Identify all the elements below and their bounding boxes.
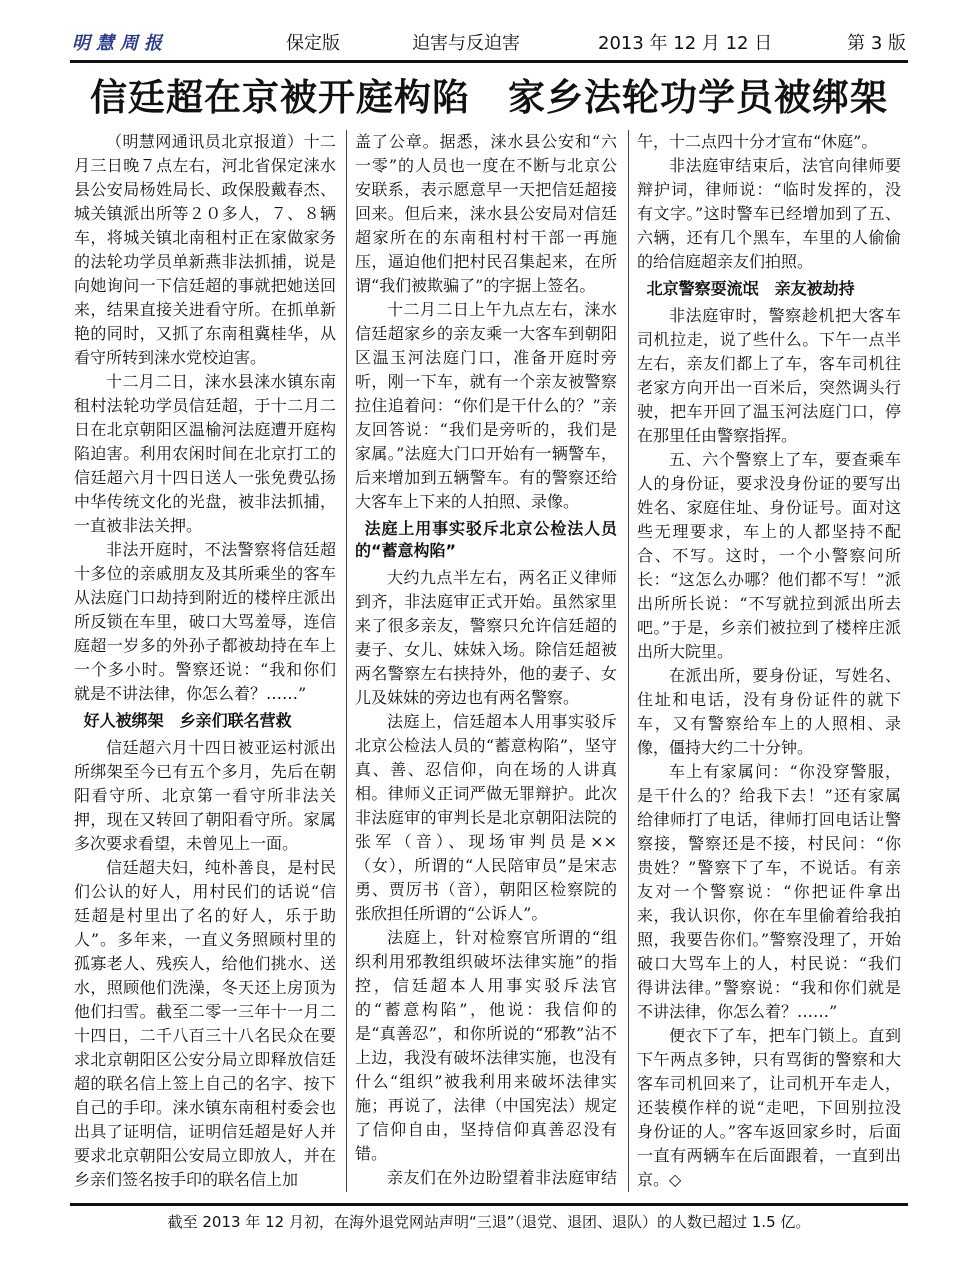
section-heading: 好人被绑架 乡亲们联名营救 xyxy=(83,711,292,730)
paragraph: （明慧网通讯员北京报道）十二月三日晚７点左右，河北省保定涞水县公安局杨姓局长、政保股戴春杰、城关镇派出所等２０多人，７、８辆车，将城关镇北南租村正在家做家务的法轮功学员单新燕非法抓捕，说是向她询问一下信廷超的事就把她送回来，结果直接关进看守所。在抓单新艳的同时，又抓了东南租冀桂华，从看守所转到涞水党校迫害。 xyxy=(74,132,336,367)
publication-name: 明慧周报 xyxy=(72,33,168,54)
paragraph: 大约九点半左右，两名正义律师到齐，非法庭审正式开始。虽然家里来了很多亲友，警察只允许信廷超的妻子、女儿、妹妹入场。除信廷超被两名警察左右挟持外，他的妻子、女儿及妹妹的旁边也有两名警察。 xyxy=(355,568,617,707)
page-number: 第 3 版 xyxy=(847,33,906,54)
section-heading: 法庭上用事实驳斥北京公检法人员的“蓄意构陷” xyxy=(355,519,617,560)
paragraph: 午，十二点四十分才宣布“休庭”。 xyxy=(637,132,878,151)
paragraph: 十二月二日，涞水县涞水镇东南租村法轮功学员信廷超，于十二月二日在北京朝阳区温榆河法庭遭开庭构陷迫害。利用农闲时间在北京打工的信廷超六月十四日送人一张免费弘扬中华传统文化的光盘，被非法抓捕，一直被非法关押。 xyxy=(74,372,336,535)
article-column-1 xyxy=(74,130,336,1192)
article-column-2 xyxy=(355,130,617,1192)
issue-date: 2013 年 12 月 12 日 xyxy=(598,33,773,54)
column-divider xyxy=(628,130,629,1192)
paragraph: 车上有家属问：“你没穿警服，是干什么的？给我下去！”还有家属给律师打了电话，律师打回电话让警察接，警察还是不接，村民问：“你贵姓？”警察下了车，不说话。有亲友对一个警察说：“你把证件拿出来，我认识你，你在车里偷着给我拍照，我要告你们。”警察没理了，开始破口大骂车上的人，村民说：“我们得讲法律。”警察说：“我和你们就是不讲法律，你怎么着？……” xyxy=(637,762,901,1021)
footer-notice: 截至 2013 年 12 月初，在海外退党网站声明“三退”（退党、退团、退队）的人数已超过 1.5 亿。 xyxy=(167,1213,811,1231)
paragraph: 非法庭审结束后，法官向律师要辩护词，律师说：“临时发挥的，没有文字。”这时警车已经增加到了五、六辆，还有几个黑车，车里的人偷偷的给信庭超亲友们拍照。 xyxy=(637,156,901,271)
article-column-3 xyxy=(637,130,901,1192)
paragraph: 在派出所，要身份证，写姓名、住址和电话，没有身份证件的就下车，又有警察给车上的人照相、录像，僵持大约二十分钟。 xyxy=(637,666,901,757)
paragraph: 便衣下了车，把车门锁上。直到下午两点多钟，只有骂街的警察和大客车司机回来了，让司机开车走人，还装模作样的说“走吧，下回别拉没身份证的人。”客车返回家乡时，后面一直有两辆车在后面跟着，一直到出京。◇ xyxy=(637,1026,901,1189)
section-heading: 北京警察耍流氓 亲友被劫持 xyxy=(646,279,855,298)
article-headline: 信廷超在京被开庭构陷 家乡法轮功学员被绑架 xyxy=(90,75,888,119)
paragraph: 五、六个警察上了车，要查乘车人的身份证，要求没身份证的要写出姓名、家庭住址、身份证号。面对这些无理要求，车上的人都坚持不配合、不写。这时，一个小警察问所长：“这怎么办哪？他们都不写！”派出所所长说：“不写就拉到派出所去吧。”于是，乡亲们被拉到了楼梓庄派出所大院里。 xyxy=(637,450,901,661)
paragraph: 非法开庭时，不法警察将信廷超十多位的亲戚朋友及其所乘坐的客车从法庭门口劫持到附近的楼梓庄派出所反锁在车里，破口大骂羞辱，连信庭超一岁多的外孙子都被劫持在车上一个多小时。警察还说：“我和你们就是不讲法律，你怎么着？……” xyxy=(74,540,336,703)
paragraph: 非法庭审时，警察趁机把大客车司机拉走，说了些什么。下午一点半左右，亲友们都上了车，客车司机往老家方向开出一百米后，突然调头行驶，把车开回了温玉河法庭门口，停在那里任由警察指挥。 xyxy=(637,306,901,445)
edition-label: 保定版 xyxy=(286,33,340,54)
paragraph: 盖了公章。据悉，涞水县公安和“六一零”的人员也一度在不断与北京公安联系，表示愿意早一天把信廷超接回来。但后来，涞水县公安局对信廷超家所在的东南租村村干部一再施压，逼迫他们把村民召集起来，在所谓“我们被欺骗了”的字据上签名。 xyxy=(355,132,617,295)
top-divider xyxy=(70,60,908,63)
paragraph: 十二月二日上午九点左右，涞水信廷超家乡的亲友乘一大客车到朝阳区温玉河法庭门口，准备开庭时旁听，刚一下车，就有一个亲友被警察拉住追着问：“你们是干什么的？”亲友回答说：“我们是旁听的，我们是家属。”法庭大门口开始有一辆警车，后来增加到五辆警车。有的警察还给大客车上下来的人拍照、录像。 xyxy=(355,300,617,511)
paragraph: 信廷超夫妇，纯朴善良，是村民们公认的好人，用村民们的话说“信廷超是村里出了名的好人，乐于助人”。多年来，一直义务照顾村里的孤寡老人、残疾人，给他们挑水、送水，照顾他们洗澡，冬天还上房顶为他们扫雪。截至二零一三年十一月二十四日，二千八百三十八名民众在要求北京朝阳区公安分局立即释放信廷超的联名信上签上自己的名字、按下自己的手印。涞水镇东南租村委会也出具了证明信，证明信廷超是好人并要求北京朝阳公安局立即放人，并在乡亲们签名按手印的联名信上加 xyxy=(74,858,336,1189)
paragraph: 信廷超六月十四日被亚运村派出所绑架至今已有五个多月，先后在朝阳看守所、北京第一看守所非法关押，现在又转回了朝阳看守所。家属多次要求看望，未曾见上一面。 xyxy=(74,738,336,853)
paragraph: 法庭上，信廷超本人用事实驳斥北京公检法人员的“蓄意构陷”，坚守真、善、忍信仰，向在场的人讲真相。律师义正词严做无罪辩护。此次非法庭审的审判长是北京朝阳法院的张军（音）、现场审判员是××（女），所谓的“人民陪审员”是宋志勇、贾厉书（音），朝阳区检察院的张欣担任所谓的“公诉人”。 xyxy=(355,712,617,923)
bottom-divider xyxy=(70,1203,908,1206)
paragraph: 亲友们在外边盼望着非法庭审结 xyxy=(387,1168,617,1187)
masthead xyxy=(70,32,908,60)
paragraph: 法庭上，针对检察官所谓的“组织利用邪教组织破坏法律实施”的指控，信廷超本人用事实驳斥法官的“蓄意构陷”，他说：我信仰的是“真善忍”，和你所说的“邪教”沾不上边，我没有破坏法律实施，也没有什么“组织”被我利用来破坏法律实施；再说了，法律（中国宪法）规定了信仰自由，坚持信仰真善忍没有错。 xyxy=(355,928,617,1163)
section-label: 迫害与反迫害 xyxy=(412,33,520,54)
column-divider xyxy=(346,130,347,1192)
